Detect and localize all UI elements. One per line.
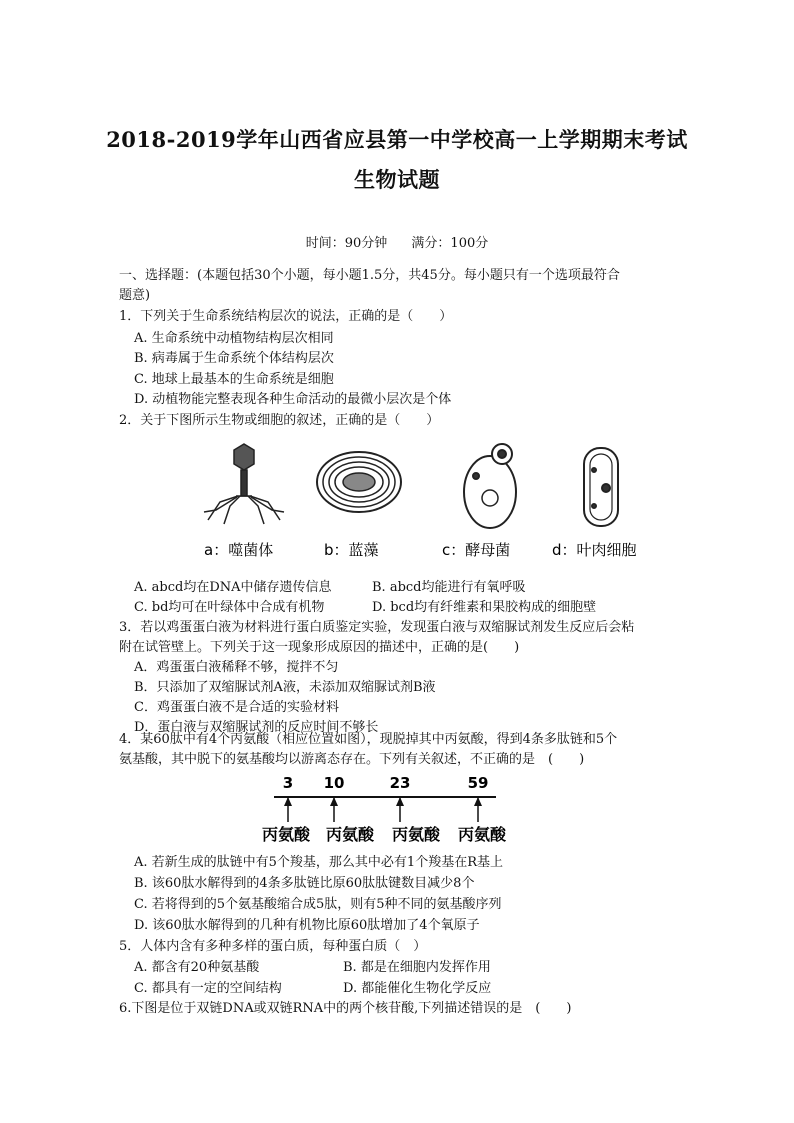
- q1-option-d: D. 动植物能完整表现各种生命活动的最微小层次是个体: [134, 392, 452, 407]
- exam-time: 时间：90分钟: [305, 236, 388, 251]
- q2-stem: 2．关于下图所示生物或细胞的叙述，正确的是（ ）: [119, 413, 440, 428]
- position-label-10: 10: [323, 774, 345, 792]
- q4-option-c: C. 若将得到的5个氨基酸缩合成5肽，则有5种不同的氨基酸序列: [134, 897, 502, 912]
- q1-option-a: A. 生命系统中动植物结构层次相同: [134, 331, 334, 346]
- q2-option-c: C. bd均可在叶绿体中合成有机物: [134, 600, 325, 615]
- position-label-3: 3: [282, 774, 294, 792]
- q2-label-c: c：酵母菌: [442, 541, 511, 559]
- q5-option-a: A. 都含有20种氨基酸: [134, 960, 260, 975]
- q2-label-d: d：叶肉细胞: [552, 541, 637, 559]
- q4-stem-line2: 氨基酸，其中脱下的氨基酸均以游离态存在。下列有关叙述，不正确的是 ( ): [119, 752, 585, 767]
- mesophyll-cell-illustration: [584, 448, 618, 526]
- position-label-23: 23: [389, 774, 411, 792]
- residue-label-2: 丙氨酸: [325, 825, 375, 844]
- exam-subtitle: 生物试题: [354, 167, 440, 192]
- q5-stem: 5．人体内含有多种多样的蛋白质，每种蛋白质（ ）: [119, 939, 427, 954]
- residue-label-4: 丙氨酸: [457, 825, 507, 844]
- q5-option-d: D. 都能催化生物化学反应: [343, 981, 492, 996]
- yeast-illustration: [464, 444, 516, 528]
- q2-label-b: b：蓝藻: [324, 541, 379, 559]
- q2-option-b: B. abcd均能进行有氧呼吸: [372, 580, 526, 595]
- q4-option-d: D. 该60肽水解得到的几种有机物比原60肽增加了4个氧原子: [134, 918, 480, 933]
- q5-option-c: C. 都具有一定的空间结构: [134, 981, 282, 996]
- q2-option-d: D. bcd均有纤维素和果胶构成的细胞壁: [372, 600, 597, 615]
- q1-stem: 1．下列关于生命系统结构层次的说法，正确的是（ ）: [119, 309, 453, 324]
- q1-option-b: B. 病毒属于生命系统个体结构层次: [134, 351, 334, 366]
- q2-figure: [196, 440, 656, 570]
- q3-option-a: A．鸡蛋蛋白液稀释不够，搅拌不匀: [134, 660, 339, 675]
- q4-option-a: A. 若新生成的肽链中有5个羧基，那么其中必有1个羧基在R基上: [134, 855, 503, 870]
- exam-score: 满分：100分: [411, 236, 489, 251]
- q2-option-a: A. abcd均在DNA中储存遗传信息: [134, 580, 332, 595]
- q4-peptide-figure: [250, 772, 520, 847]
- residue-label-1: 丙氨酸: [261, 825, 311, 844]
- q3-stem-line1: 3．若以鸡蛋蛋白液为材料进行蛋白质鉴定实验，发现蛋白液与双缩脲试剂发生反应后会粘: [119, 620, 635, 635]
- section-heading-line1: 一、选择题：(本题包括30个小题，每小题1.5分，共45分。每小题只有一个选项最符合: [119, 268, 620, 283]
- cyanobacteria-illustration: [317, 452, 401, 512]
- q3-option-d: D．蛋白液与双缩脲试剂的反应时间不够长: [134, 720, 379, 735]
- exam-title: 2018-2019学年山西省应县第一中学校高一上学期期末考试: [106, 127, 688, 152]
- exam-meta: [0, 232, 794, 251]
- q5-option-b: B. 都是在细胞内发挥作用: [343, 960, 491, 975]
- q3-stem-line2: 附在试管壁上。下列关于这一现象形成原因的描述中，正确的是( ): [119, 640, 520, 655]
- q3-option-c: C．鸡蛋蛋白液不是合适的实验材料: [134, 700, 339, 715]
- section-heading-line2: 题意): [119, 288, 151, 303]
- q4-option-b: B. 该60肽水解得到的4条多肽链比原60肽肽键数目减少8个: [134, 876, 475, 891]
- q2-label-a: a：噬菌体: [204, 541, 274, 559]
- q6-stem: 6.下图是位于双链DNA或双链RNA中的两个核苷酸,下列描述错误的是 ( ): [119, 1001, 572, 1016]
- q1-option-c: C. 地球上最基本的生命系统是细胞: [134, 372, 334, 387]
- q4-stem-line1: 4．某60肽中有4个丙氨酸（相应位置如图），现脱掉其中丙氨酸，得到4条多肽链和5个: [119, 732, 618, 747]
- position-label-59: 59: [467, 774, 489, 792]
- bacteriophage-illustration: [204, 444, 284, 524]
- residue-label-3: 丙氨酸: [391, 825, 441, 844]
- q3-option-b: B．只添加了双缩脲试剂A液，未添加双缩脲试剂B液: [134, 680, 436, 695]
